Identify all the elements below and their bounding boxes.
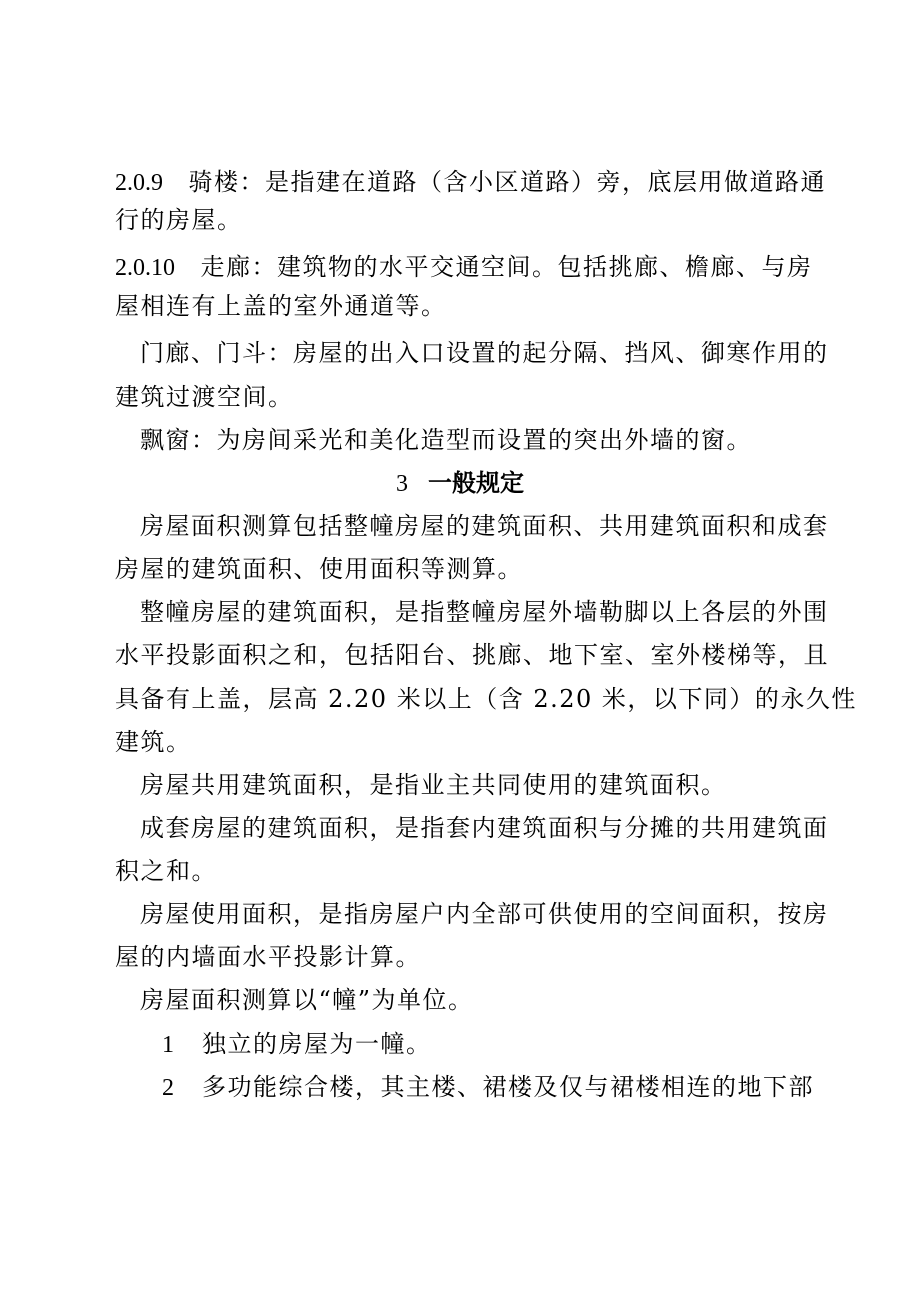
list-item-number: 1 bbox=[162, 1032, 176, 1058]
paragraph-4-line-2: 积之和。 bbox=[115, 857, 217, 885]
list-item-text: 独立的房屋为一幢。 bbox=[202, 1030, 432, 1058]
list-item-text: 多功能综合楼，其主楼、裙楼及仅与裙楼相连的地下部 bbox=[202, 1073, 814, 1101]
paragraph-2-line-3: 具备有上盖，层高 2.20 米以上（含 2.20 米，以下同）的永久性 bbox=[115, 685, 857, 713]
section-2-0-10-line-1 bbox=[115, 251, 815, 284]
section-2-0-10-line-2: 屋相连有上盖的室外通道等。 bbox=[115, 292, 447, 320]
paragraph-6-line: 房屋面积测算以“幢”为单位。 bbox=[140, 986, 474, 1014]
section-2-0-9-line-1 bbox=[115, 166, 826, 199]
section-number: 2.0.10 bbox=[115, 255, 175, 281]
paragraph-4-line-1: 成套房屋的建筑面积，是指套内建筑面积与分摊的共用建筑面 bbox=[140, 814, 829, 842]
section-number: 2.0.9 bbox=[115, 170, 163, 196]
paragraph-1-line-2: 房屋的建筑面积、使用面积等测算。 bbox=[115, 555, 523, 583]
chapter-title: 一般规定 bbox=[428, 468, 524, 497]
list-item-number: 2 bbox=[162, 1075, 176, 1101]
paragraph-1-line-1: 房屋面积测算包括整幢房屋的建筑面积、共用建筑面积和成套 bbox=[140, 512, 829, 540]
paragraph-2-line-4: 建筑。 bbox=[115, 728, 192, 756]
piaochuang-line: 飘窗：为房间采光和美化造型而设置的突出外墙的窗。 bbox=[140, 426, 752, 454]
paragraph-2-line-1: 整幢房屋的建筑面积，是指整幢房屋外墙勒脚以上各层的外围 bbox=[140, 598, 829, 626]
menlang-line-2: 建筑过渡空间。 bbox=[115, 383, 294, 411]
paragraph-5-line-1: 房屋使用面积，是指房屋户内全部可供使用的空间面积，按房 bbox=[140, 900, 829, 928]
chapter-number: 3 bbox=[396, 471, 408, 497]
list-item bbox=[162, 1071, 862, 1104]
section-text: 走廊：建筑物的水平交通空间。包括挑廊、檐廊、与房 bbox=[175, 253, 813, 281]
section-2-0-9-line-2: 行的房屋。 bbox=[115, 206, 243, 234]
menlang-line-1: 门廊、门斗：房屋的出入口设置的起分隔、挡风、御寒作用的 bbox=[140, 339, 829, 367]
list-item bbox=[162, 1028, 862, 1061]
paragraph-3-line: 房屋共用建筑面积，是指业主共同使用的建筑面积。 bbox=[140, 771, 727, 799]
paragraph-2-line-2: 水平投影面积之和，包括阳台、挑廊、地下室、室外楼梯等，且 bbox=[115, 641, 829, 669]
paragraph-5-line-2: 屋的内墙面水平投影计算。 bbox=[115, 943, 421, 971]
chapter-heading bbox=[0, 467, 920, 500]
section-text: 骑楼：是指建在道路（含小区道路）旁，底层用做道路通 bbox=[163, 168, 826, 196]
